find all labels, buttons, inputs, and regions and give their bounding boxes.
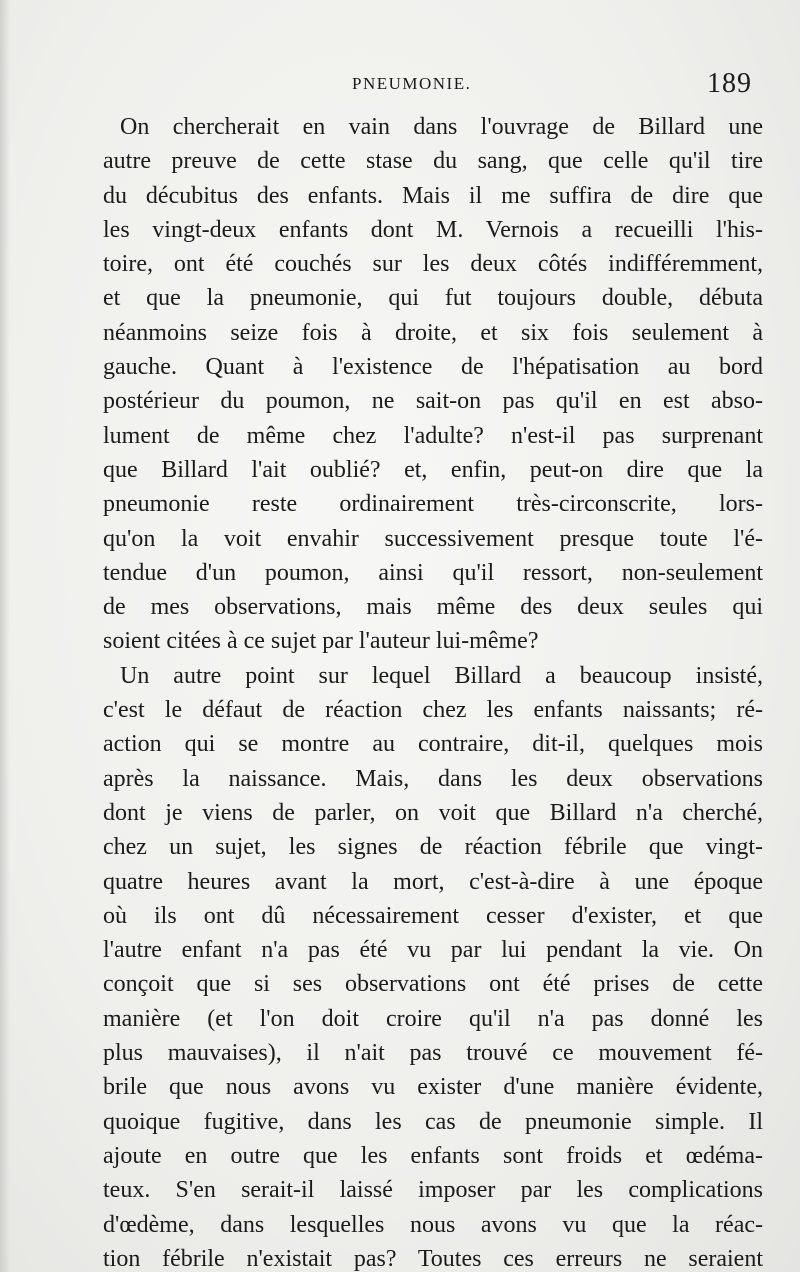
text-line: l'autre enfant n'a pas été vu par lui pendant la vie. On: [103, 937, 763, 964]
text-line: postérieur du poumon, ne sait-on pas qu'il en est abso-: [103, 388, 763, 415]
text-line: quatre heures avant la mort, c'est-à-dire à une époque: [103, 868, 763, 895]
text-line: de mes observations, mais même des deux seules qui: [103, 594, 763, 621]
text-line: où ils ont dû nécessairement cesser d'exister, et que: [103, 902, 763, 929]
text-line: lument de même chez l'adulte? n'est-il pas surprenant: [103, 422, 763, 449]
text-line: du décubitus des enfants. Mais il me suffira de dire que: [103, 182, 763, 209]
text-line: pneumonie reste ordinairement très-circonscrite, lors-: [103, 491, 763, 518]
text-line: c'est le défaut de réaction chez les enfants naissants; ré-: [103, 697, 763, 724]
text-line: après la naissance. Mais, dans les deux observations: [103, 765, 763, 792]
text-line: les vingt-deux enfants dont M. Vernois a recueilli l'his-: [103, 216, 763, 243]
text-line: que Billard l'ait oublié? et, enfin, peut-on dire que la: [103, 456, 763, 483]
text-line: autre preuve de cette stase du sang, que celle qu'il tire: [103, 148, 763, 175]
text-line: soient citées à ce sujet par l'auteur lui-même?: [103, 628, 539, 655]
text-line: quoique fugitive, dans les cas de pneumonie simple. Il: [103, 1108, 763, 1135]
text-line: teux. S'en serait-il laissé imposer par les complications: [103, 1177, 763, 1204]
text-line: brile que nous avons vu exister d'une manière évidente,: [103, 1074, 763, 1101]
text-line: néanmoins seize fois à droite, et six fois seulement à: [103, 319, 763, 346]
page-edge-shadow: [0, 0, 10, 1272]
text-line: tion fébrile n'existait pas? Toutes ces erreurs ne seraient: [103, 1245, 763, 1272]
text-line: On chercherait en vain dans l'ouvrage de Billard une: [120, 114, 763, 140]
text-line: dont je viens de parler, on voit que Billard n'a cherché,: [103, 799, 763, 826]
running-head: [0, 68, 800, 98]
text-line: gauche. Quant à l'existence de l'hépatisation au bord: [103, 354, 763, 381]
page-number: 189: [707, 68, 752, 99]
text-line: tendue d'un poumon, ainsi qu'il ressort, non-seulement: [103, 559, 763, 586]
text-line: plus mauvaises), il n'ait pas trouvé ce mouvement fé-: [103, 1040, 763, 1067]
text-line: ajoute en outre que les enfants sont froids et œdéma-: [103, 1142, 763, 1169]
text-line: toire, ont été couchés sur les deux côtés indifféremment,: [103, 251, 763, 278]
body-text: [103, 110, 763, 1272]
running-title: PNEUMONIE.: [352, 74, 472, 93]
text-line: manière (et l'on doit croire qu'il n'a pas donné les: [103, 1005, 763, 1032]
text-line: Un autre point sur lequel Billard a beaucoup insisté,: [120, 662, 763, 689]
text-line: conçoit que si ses observations ont été prises de cette: [103, 971, 763, 998]
text-line: qu'on la voit envahir successivement presque toute l'é-: [103, 525, 763, 552]
text-line: chez un sujet, les signes de réaction fébrile que vingt-: [103, 834, 763, 861]
text-line: action qui se montre au contraire, dit-il, quelques mois: [103, 731, 763, 758]
text-line: et que la pneumonie, qui fut toujours double, débuta: [103, 285, 763, 312]
text-line: d'œdème, dans lesquelles nous avons vu que la réac-: [103, 1211, 763, 1238]
